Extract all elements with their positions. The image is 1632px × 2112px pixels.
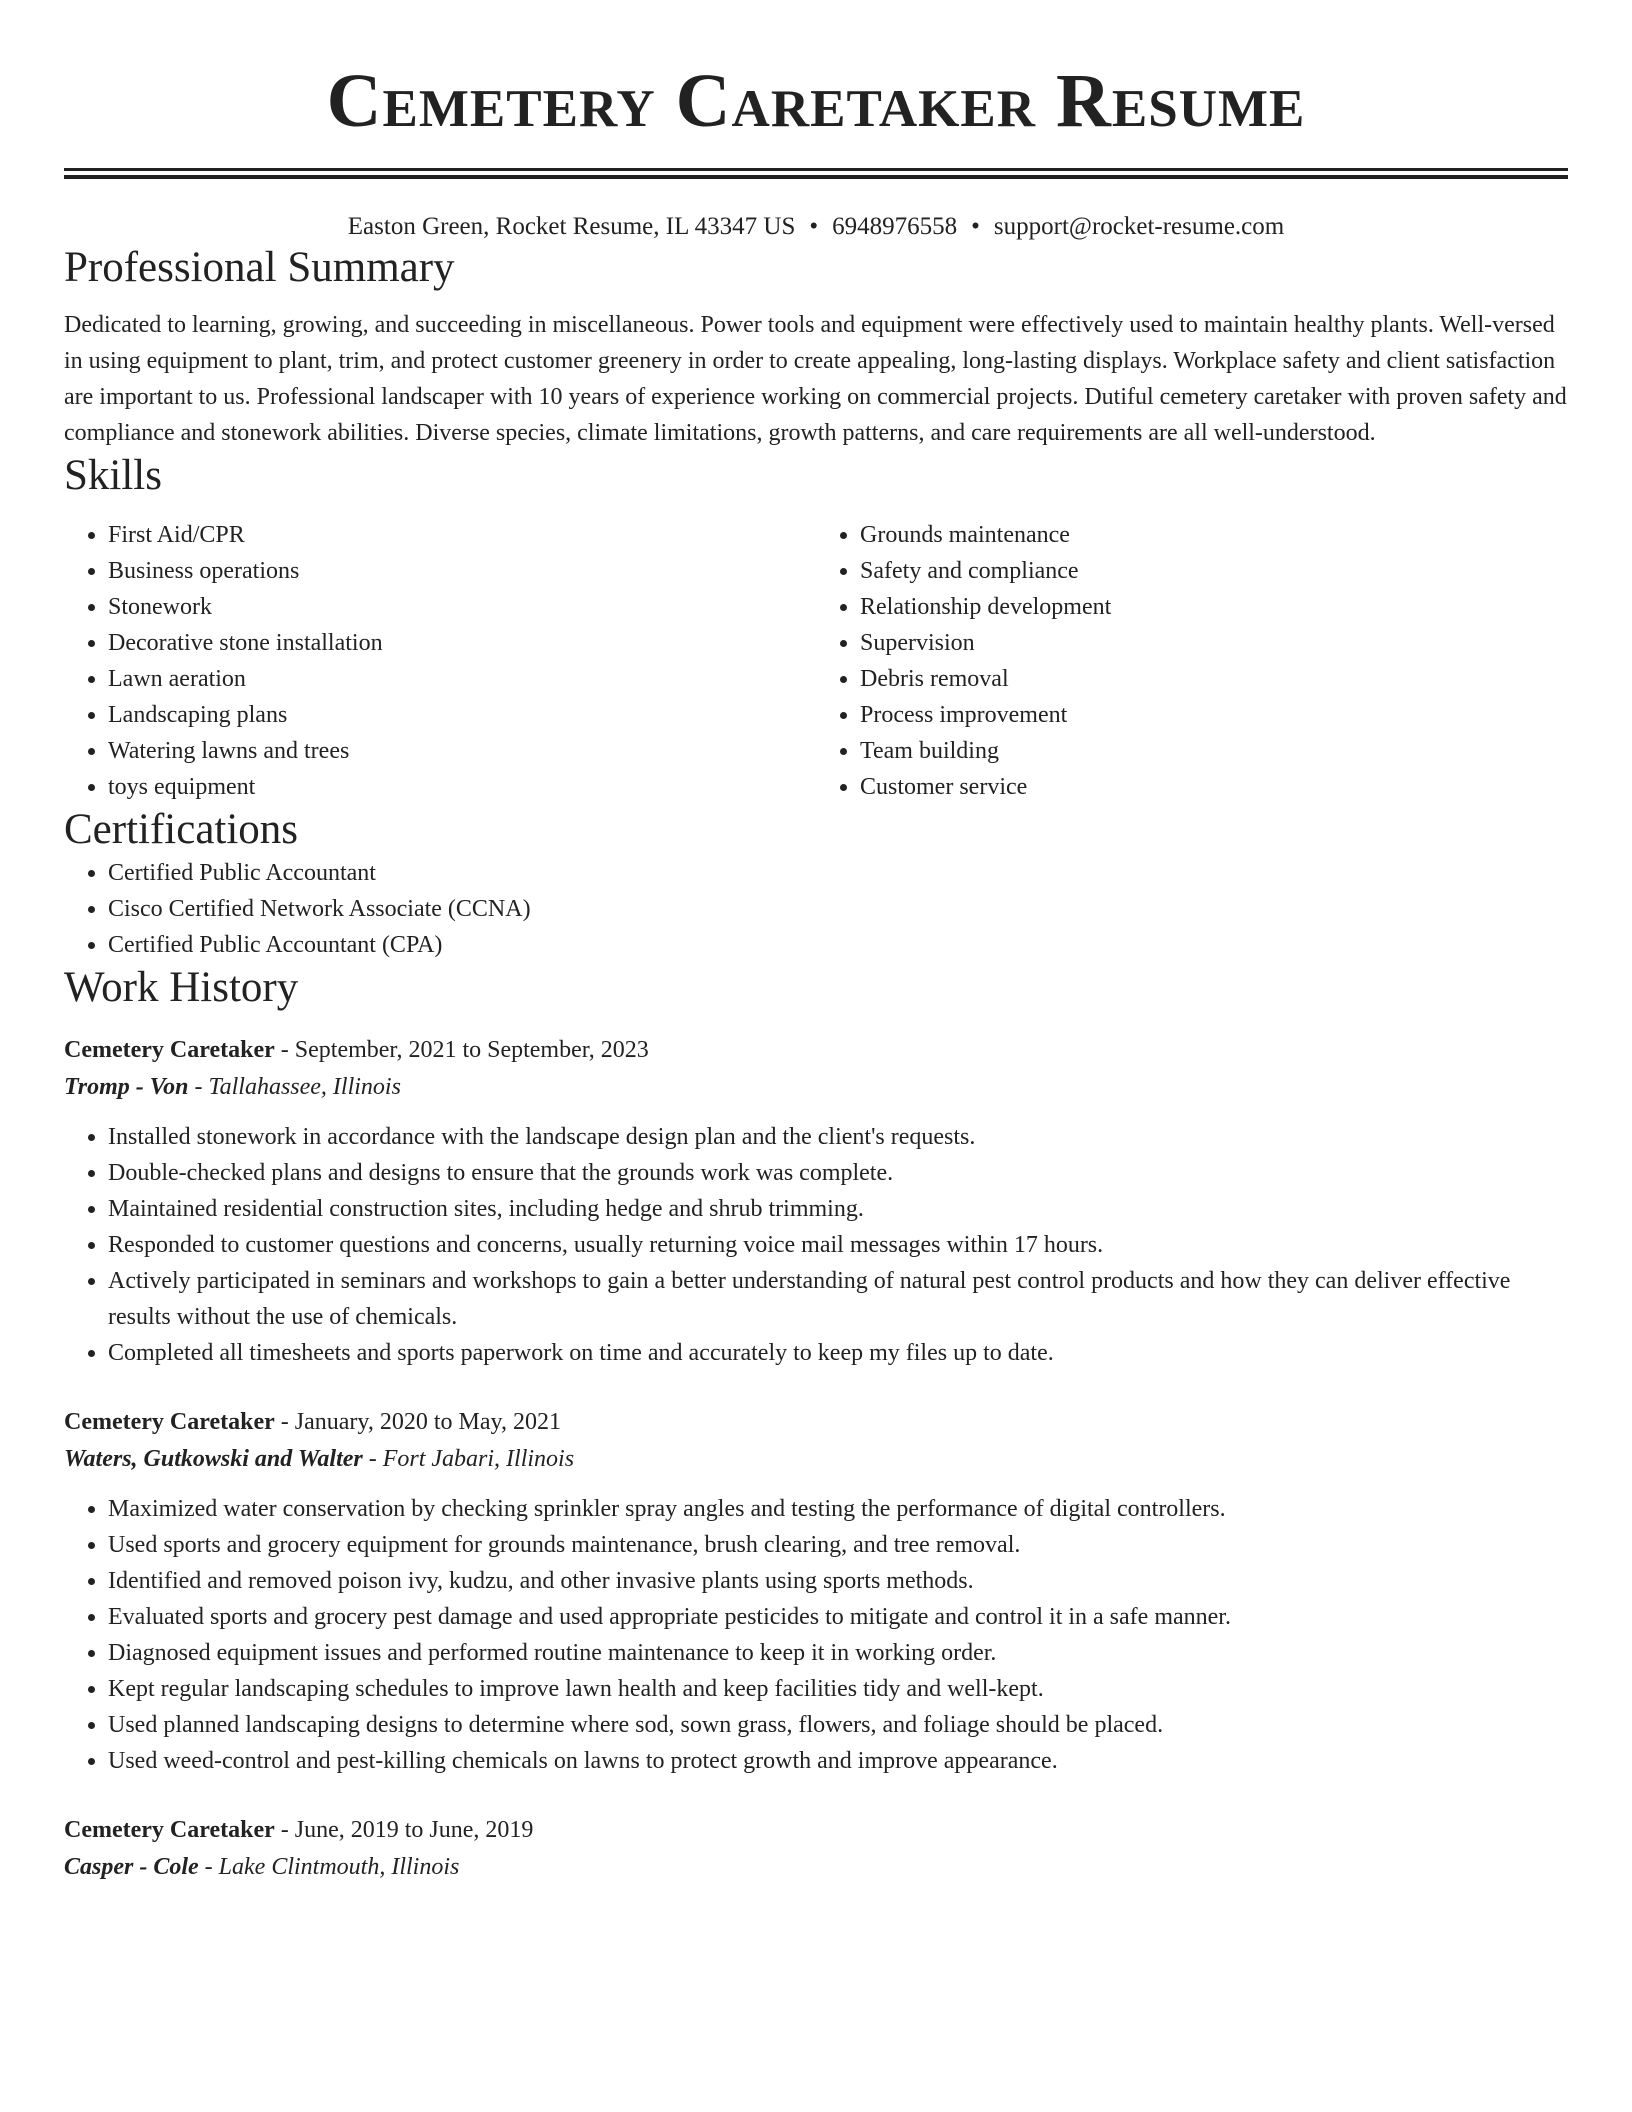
skill-item: • First Aid/CPR (108, 517, 816, 553)
job-bullet: • Maximized water conservation by checking sprinkler spray angles and testing the performance of digital controllers. (108, 1491, 1568, 1527)
skill-item: • Relationship development (860, 589, 1568, 625)
certifications-list (64, 855, 1568, 963)
job-location: - Tallahassee, Illinois (188, 1074, 401, 1100)
job-bullet: • Identified and removed poison ivy, kudzu, and other invasive plants using sports methods. (108, 1563, 1568, 1599)
job-employer-line (64, 1441, 1568, 1477)
skills-list-right (816, 517, 1568, 805)
job-title-line (64, 1403, 1568, 1441)
job-title-line (64, 1031, 1568, 1069)
job-bullet: • Used planned landscaping designs to determine where sod, sown grass, flowers, and foliage should be placed. (108, 1707, 1568, 1743)
job-dates: - September, 2021 to September, 2023 (274, 1037, 649, 1063)
certification-item: • Certified Public Accountant (108, 855, 1568, 891)
job-dates: - January, 2020 to May, 2021 (274, 1409, 561, 1435)
job-employer: Tromp - Von (64, 1074, 189, 1100)
job-bullet: • Actively participated in seminars and workshops to gain a better understanding of natural pest control products and how they can deliver effective results without the use of chemicals. (108, 1263, 1568, 1335)
job-entry (64, 1031, 1568, 1371)
certifications-heading: Certifications (64, 806, 299, 853)
summary-text: Dedicated to learning, growing, and succeeding in miscellaneous. Power tools and equipment were effectively used to maintain healthy plants. Well-versed in using equipment to plant, trim, and protect customer greenery in order to create appealing, long-lasting displays. Workplace safety and client satisfaction are important to us. Professional landscaper with 10 years of experience working on commercial projects. Dutiful cemetery caretaker with proven safety and compliance and stonework abilities. Diverse species, climate limitations, growth patterns, and care requirements are all well-understood. (64, 312, 1567, 446)
job-role: Cemetery Caretaker (64, 1037, 275, 1063)
skills-columns (64, 517, 1568, 805)
contact-email: support@rocket-resume.com (993, 213, 1285, 240)
title-double-rule (64, 168, 1568, 179)
job-bullet: • Double-checked plans and designs to ensure that the grounds work was complete. (108, 1155, 1568, 1191)
job-bullet: • Diagnosed equipment issues and performed routine maintenance to keep it in working order. (108, 1635, 1568, 1671)
certification-item: • Cisco Certified Network Associate (CCNA) (108, 891, 1568, 927)
summary-heading: Professional Summary (64, 244, 455, 291)
skill-item: • Process improvement (860, 697, 1568, 733)
job-bullet: • Kept regular landscaping schedules to improve lawn health and keep facilities tidy and well-kept. (108, 1671, 1568, 1707)
skill-item: • Grounds maintenance (860, 517, 1568, 553)
skills-heading: Skills (64, 452, 162, 499)
skill-item: • Team building (860, 733, 1568, 769)
job-location: - Lake Clintmouth, Illinois (198, 1854, 460, 1880)
job-bullet: • Responded to customer questions and concerns, usually returning voice mail messages within 17 hours. (108, 1227, 1568, 1263)
skill-item: • Debris removal (860, 661, 1568, 697)
skill-item: • Decorative stone installation (108, 625, 816, 661)
skill-item: • Customer service (860, 769, 1568, 805)
skill-item: • Stonework (108, 589, 816, 625)
job-title-line (64, 1811, 1568, 1849)
skills-list-left (64, 517, 816, 805)
skill-item: • toys equipment (108, 769, 816, 805)
contact-phone: 6948976558 (832, 213, 958, 240)
job-bullet: • Evaluated sports and grocery pest damage and used appropriate pesticides to mitigate and control it in a safe manner. (108, 1599, 1568, 1635)
job-entry (64, 1811, 1568, 1885)
job-location: - Fort Jabari, Illinois (362, 1446, 575, 1472)
job-bullet: • Completed all timesheets and sports paperwork on time and accurately to keep my files up to date. (108, 1335, 1568, 1371)
job-employer-line (64, 1849, 1568, 1885)
job-role: Cemetery Caretaker (64, 1817, 275, 1843)
job-bullet: • Used sports and grocery equipment for grounds maintenance, brush clearing, and tree removal. (108, 1527, 1568, 1563)
job-bullet: • Maintained residential construction sites, including hedge and shrub trimming. (108, 1191, 1568, 1227)
job-bullet: • Used weed-control and pest-killing chemicals on lawns to protect growth and improve appearance. (108, 1743, 1568, 1779)
job-dates: - June, 2019 to June, 2019 (274, 1817, 534, 1843)
job-employer-line (64, 1069, 1568, 1105)
contact-address: Easton Green, Rocket Resume, IL 43347 US (347, 213, 796, 240)
skill-item: • Business operations (108, 553, 816, 589)
certification-item: • Certified Public Accountant (CPA) (108, 927, 1568, 963)
job-entry (64, 1403, 1568, 1779)
skill-item: • Watering lawns and trees (108, 733, 816, 769)
contact-separator: • (809, 213, 819, 240)
skill-item: • Landscaping plans (108, 697, 816, 733)
job-employer: Casper - Cole (64, 1854, 199, 1880)
skill-item: • Lawn aeration (108, 661, 816, 697)
skill-item: • Supervision (860, 625, 1568, 661)
job-bullets (64, 1119, 1568, 1371)
job-employer: Waters, Gutkowski and Walter (64, 1446, 363, 1472)
job-bullet: • Installed stonework in accordance with the landscape design plan and the client's requests. (108, 1119, 1568, 1155)
job-role: Cemetery Caretaker (64, 1409, 275, 1435)
resume-title: Cemetery Caretaker Resume (326, 59, 1306, 143)
skill-item: • Safety and compliance (860, 553, 1568, 589)
job-bullets (64, 1491, 1568, 1779)
contact-separator: • (971, 213, 980, 240)
work-history-heading: Work History (64, 964, 299, 1011)
contact-line (64, 211, 1568, 243)
